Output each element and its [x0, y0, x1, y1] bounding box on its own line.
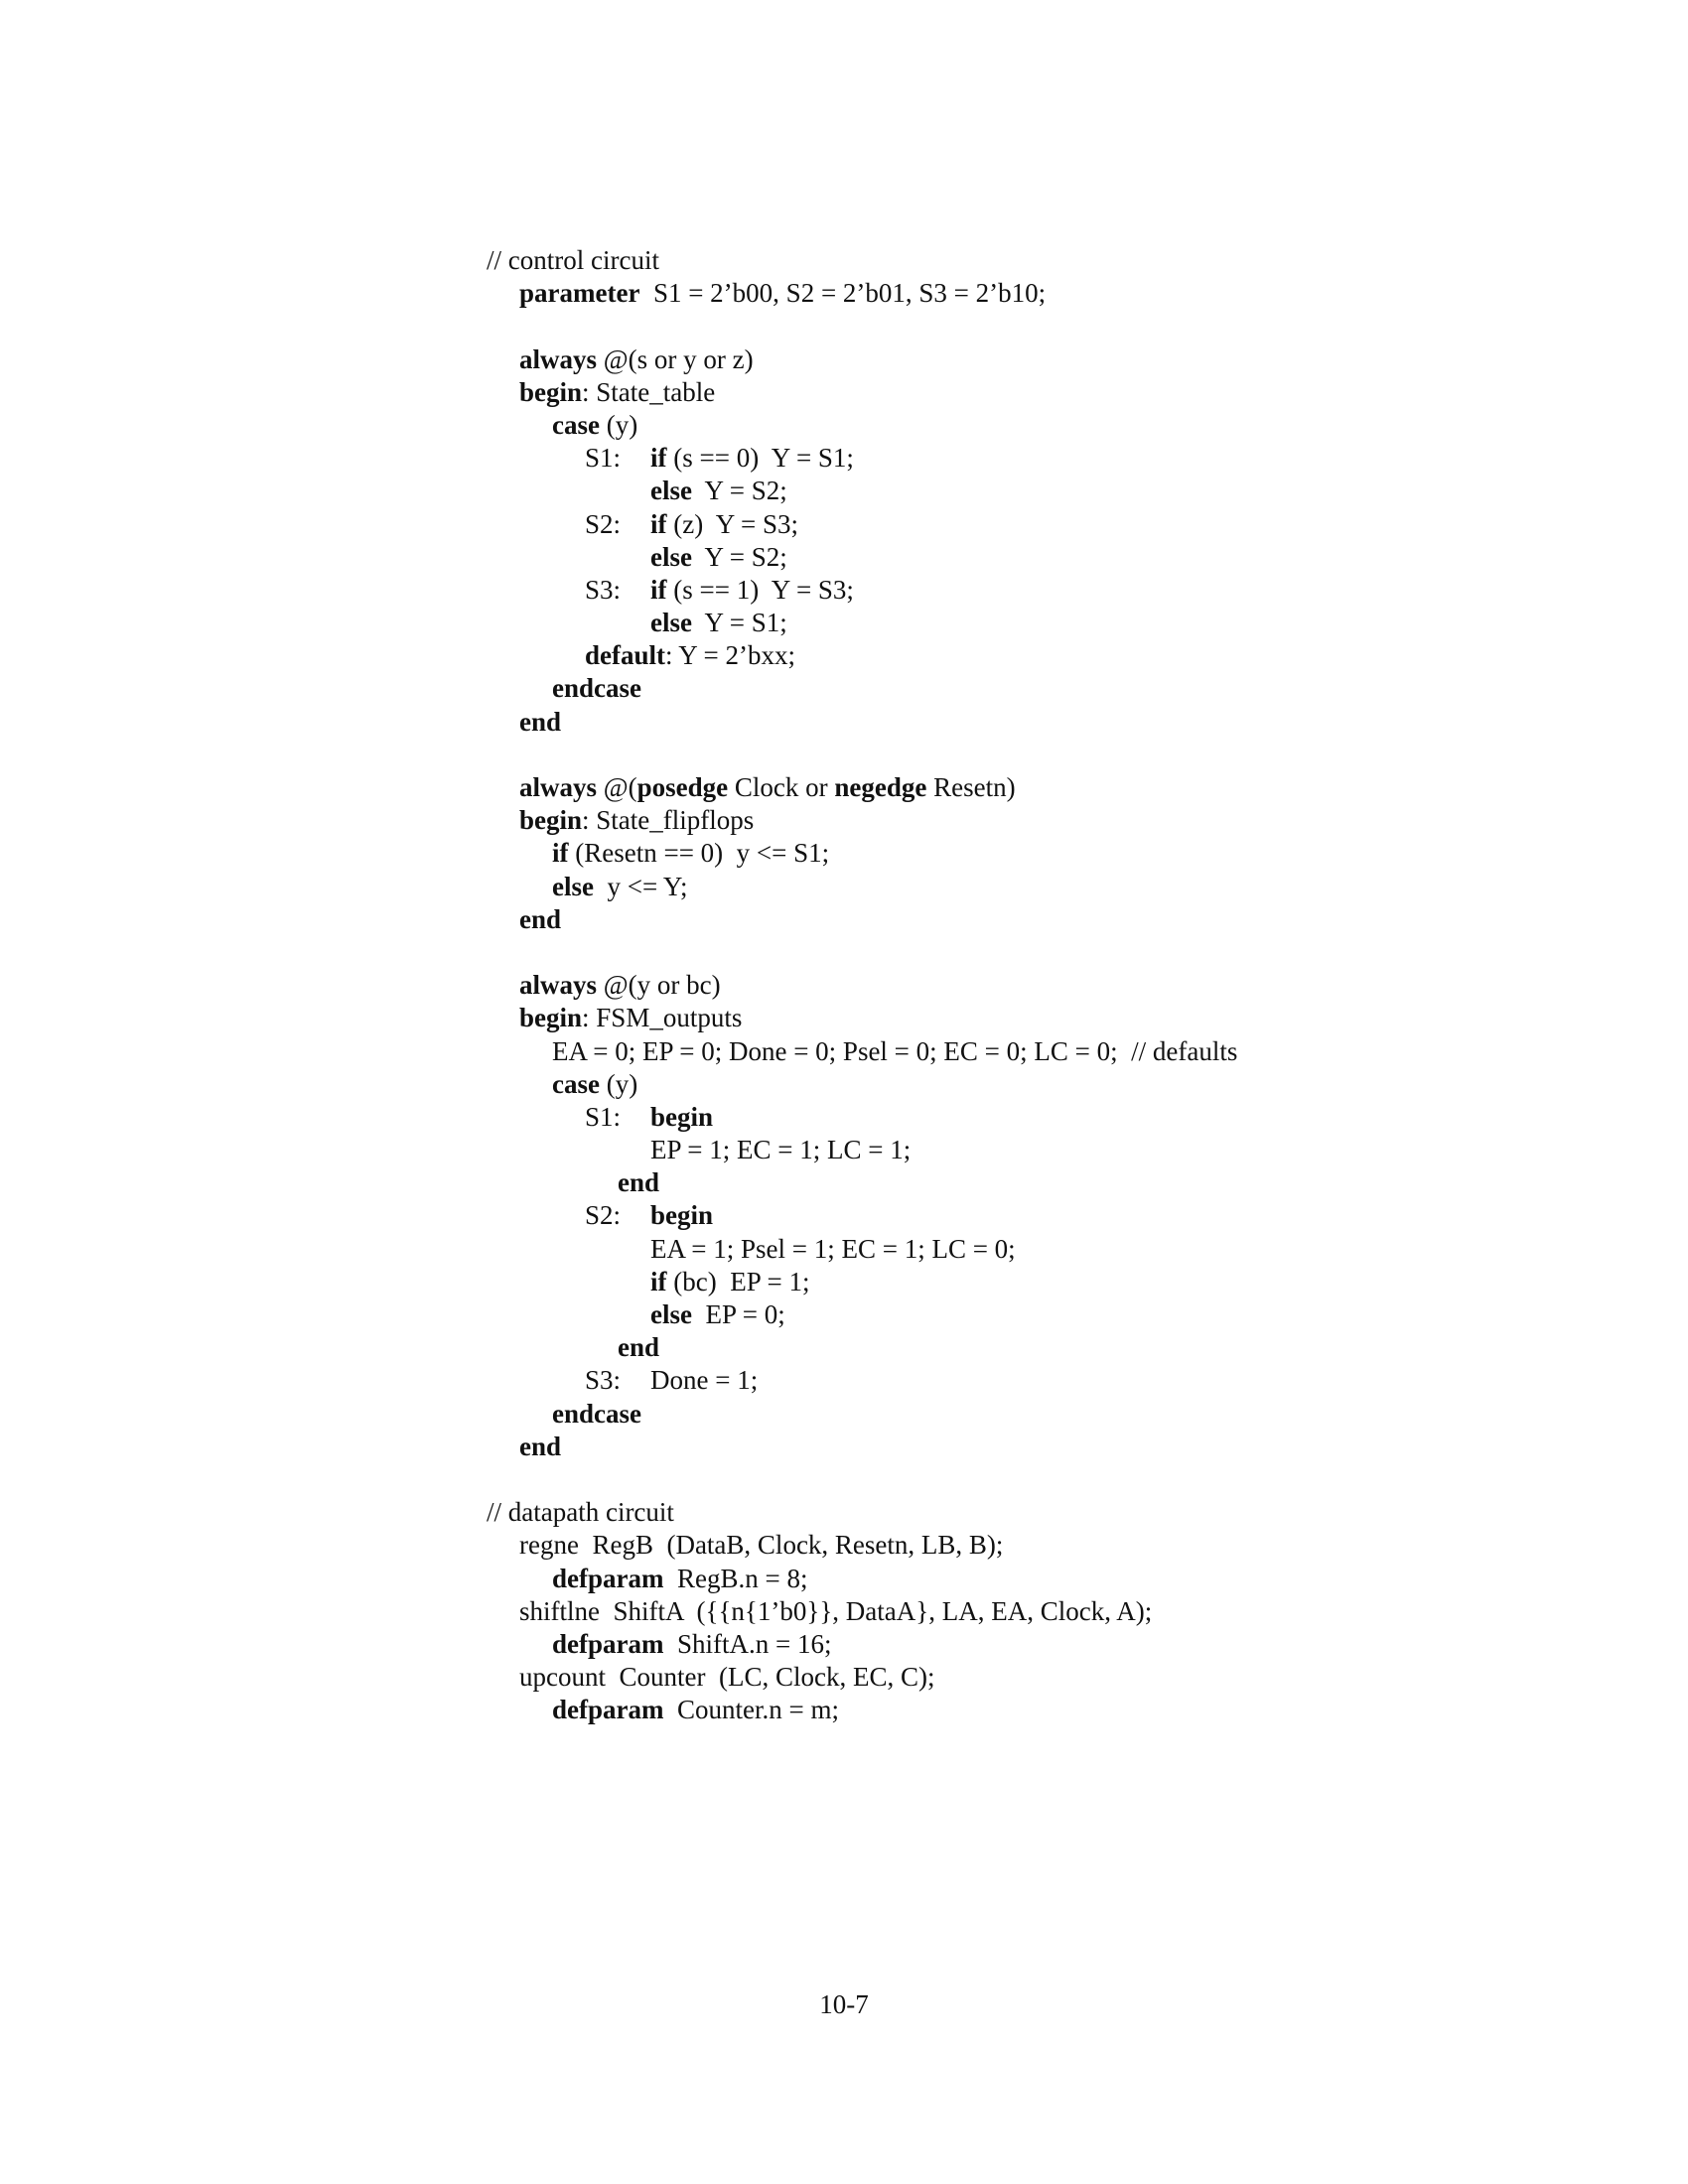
code-fragment: (y) — [599, 1068, 638, 1099]
code-line — [487, 804, 1599, 837]
keyword: defparam — [552, 1628, 664, 1659]
code-fragment: EA = 0; EP = 0; Done = 0; Psel = 0; EC = 0; LC = 0; // defaults — [552, 1035, 1238, 1066]
code-line — [487, 1166, 1599, 1199]
keyword: default — [585, 640, 665, 671]
keyword: begin — [650, 1200, 714, 1231]
case-label: S3: — [585, 1365, 622, 1396]
keyword: begin — [650, 1101, 714, 1132]
code-text — [519, 1002, 742, 1034]
keyword: always — [519, 343, 598, 374]
blank-line — [487, 739, 1599, 771]
code-line — [487, 1398, 1599, 1431]
keyword: else — [650, 1299, 692, 1329]
code-text — [519, 1529, 1003, 1562]
code-fragment: EA = 1; Psel = 1; EC = 1; LC = 0; — [650, 1233, 1016, 1264]
code-line — [487, 1563, 1599, 1595]
code-line — [487, 1002, 1599, 1034]
code-fragment: Clock or — [728, 772, 835, 802]
blank-line — [487, 310, 1599, 342]
keyword: negedge — [834, 772, 927, 802]
keyword: else — [650, 541, 692, 572]
code-text — [585, 639, 795, 672]
code-line — [487, 771, 1599, 804]
code-line — [487, 1266, 1599, 1298]
code-text — [650, 1364, 758, 1397]
code-fragment: : State_flipflops — [582, 805, 755, 836]
case-label: S2: — [585, 508, 622, 539]
code-text — [552, 1694, 839, 1726]
code-text — [552, 1398, 641, 1431]
case-label: S1: — [585, 443, 622, 474]
keyword: case — [552, 409, 600, 440]
code-line — [487, 1035, 1599, 1068]
keyword: if — [650, 1266, 667, 1297]
code-text — [552, 409, 637, 442]
code-line — [487, 706, 1599, 739]
code-text — [618, 1166, 659, 1199]
code-line — [487, 376, 1599, 409]
code-fragment: RegB.n = 8; — [663, 1563, 808, 1593]
code-text — [519, 903, 561, 936]
keyword: begin — [519, 376, 583, 407]
code-text — [519, 376, 715, 409]
code-fragment: S1 = 2’b00, S2 = 2’b01, S3 = 2’b10; — [639, 278, 1047, 309]
code-line — [487, 541, 1599, 574]
page-number: 10-7 — [819, 1989, 869, 2019]
keyword: if — [650, 443, 667, 474]
code-text — [487, 1496, 674, 1529]
code-fragment: y <= Y; — [593, 871, 688, 901]
code-text — [519, 804, 754, 837]
code-fragment: regne RegB (DataB, Clock, Resetn, LB, B); — [519, 1530, 1004, 1561]
code-line — [487, 1595, 1599, 1628]
code-line — [487, 244, 1599, 277]
case-label: S1: — [585, 1101, 622, 1132]
code-fragment: (Resetn == 0) y <= S1; — [568, 838, 830, 869]
code-text — [552, 672, 641, 705]
code-text — [552, 871, 687, 903]
code-text — [552, 1068, 637, 1101]
code-fragment: (s == 0) Y = S1; — [666, 443, 854, 474]
keyword: parameter — [519, 278, 640, 309]
keyword: end — [519, 706, 562, 737]
code-fragment: Y = S2; — [691, 476, 787, 506]
keyword: end — [618, 1332, 660, 1363]
code-text — [519, 706, 561, 739]
code-fragment: EP = 0; — [691, 1299, 785, 1329]
code-line — [487, 343, 1599, 376]
keyword: if — [552, 838, 569, 869]
code-line — [487, 1628, 1599, 1661]
keyword: begin — [519, 1003, 583, 1033]
code-fragment: // datapath circuit — [487, 1497, 674, 1528]
code-text — [650, 1101, 713, 1134]
code-line — [487, 871, 1599, 903]
code-line — [487, 903, 1599, 936]
keyword: posedge — [636, 772, 729, 802]
code-text — [519, 343, 754, 376]
code-fragment: @(y or bc) — [597, 970, 721, 1001]
code-fragment: upcount Counter (LC, Clock, EC, C); — [519, 1662, 935, 1693]
code-fragment: (bc) EP = 1; — [666, 1266, 810, 1297]
keyword: defparam — [552, 1695, 664, 1725]
code-text — [650, 1266, 809, 1298]
code-line — [487, 1496, 1599, 1529]
code-line — [487, 574, 1599, 607]
code-text — [650, 475, 787, 507]
keyword: else — [552, 871, 594, 901]
code-line — [487, 442, 1599, 475]
keyword: always — [519, 772, 598, 802]
code-text — [519, 1595, 1152, 1628]
code-line — [487, 1431, 1599, 1463]
code-text — [618, 1331, 659, 1364]
code-text — [519, 1431, 561, 1463]
code-text — [650, 442, 854, 475]
keyword: case — [552, 1068, 600, 1099]
code-text — [650, 1233, 1016, 1266]
keyword: endcase — [552, 673, 641, 704]
code-fragment: @(s or y or z) — [597, 343, 754, 374]
code-text — [650, 1298, 785, 1331]
code-fragment: ShiftA.n = 16; — [663, 1628, 832, 1659]
code-text — [519, 277, 1046, 310]
code-fragment: : FSM_outputs — [582, 1003, 743, 1033]
code-line — [487, 1233, 1599, 1266]
code-text — [650, 1199, 713, 1232]
code-line — [487, 277, 1599, 310]
code-line — [487, 607, 1599, 639]
code-line — [487, 837, 1599, 870]
code-text — [552, 1628, 831, 1661]
code-text — [519, 969, 721, 1002]
keyword: begin — [519, 805, 583, 836]
case-label: S3: — [585, 574, 622, 605]
blank-line — [487, 936, 1599, 969]
code-line — [487, 1199, 1599, 1232]
code-text — [552, 837, 829, 870]
code-text — [650, 574, 854, 607]
code-text — [552, 1035, 1237, 1068]
keyword: else — [650, 476, 692, 506]
keyword: always — [519, 970, 598, 1001]
code-fragment: Y = S2; — [691, 541, 787, 572]
code-text — [650, 508, 798, 541]
code-line — [487, 639, 1599, 672]
keyword: if — [650, 574, 667, 605]
code-fragment: @( — [597, 772, 637, 802]
code-text — [650, 1134, 911, 1166]
code-line — [487, 1529, 1599, 1562]
code-fragment: shiftlne ShiftA ({{n{1’b0}}, DataA}, LA, EA, Clock, A); — [519, 1595, 1153, 1626]
code-line — [487, 475, 1599, 507]
code-text — [650, 541, 787, 574]
code-text — [519, 1661, 934, 1694]
code-fragment: (z) Y = S3; — [666, 508, 798, 539]
case-label: S2: — [585, 1200, 622, 1231]
code-line — [487, 1068, 1599, 1101]
code-fragment: : State_table — [582, 376, 716, 407]
keyword: defparam — [552, 1563, 664, 1593]
code-line — [487, 1134, 1599, 1166]
code-text — [519, 771, 1016, 804]
blank-line — [487, 1463, 1599, 1496]
code-text — [552, 1563, 807, 1595]
code-text — [487, 244, 659, 277]
keyword: end — [519, 1431, 562, 1461]
code-fragment: Y = S1; — [691, 608, 787, 638]
code-fragment: (y) — [599, 409, 638, 440]
code-line — [487, 409, 1599, 442]
code-line — [487, 1661, 1599, 1694]
code-line — [487, 1101, 1599, 1134]
code-fragment: : Y = 2’bxx; — [665, 640, 795, 671]
code-fragment: EP = 1; EC = 1; LC = 1; — [650, 1135, 912, 1165]
keyword: end — [618, 1167, 660, 1198]
keyword: if — [650, 508, 667, 539]
code-line — [487, 672, 1599, 705]
code-fragment: (s == 1) Y = S3; — [666, 574, 854, 605]
keyword: endcase — [552, 1398, 641, 1429]
code-fragment: Done = 1; — [650, 1365, 759, 1396]
code-line — [487, 1364, 1599, 1397]
code-fragment: Counter.n = m; — [663, 1695, 839, 1725]
keyword: else — [650, 608, 692, 638]
code-fragment: // control circuit — [487, 245, 659, 275]
keyword: end — [519, 903, 562, 934]
code-line — [487, 1331, 1599, 1364]
verilog-code-listing — [487, 244, 1599, 1726]
code-line — [487, 1694, 1599, 1726]
code-text — [650, 607, 787, 639]
code-fragment: Resetn) — [926, 772, 1016, 802]
code-line — [487, 1298, 1599, 1331]
code-line — [487, 508, 1599, 541]
code-line — [487, 969, 1599, 1002]
